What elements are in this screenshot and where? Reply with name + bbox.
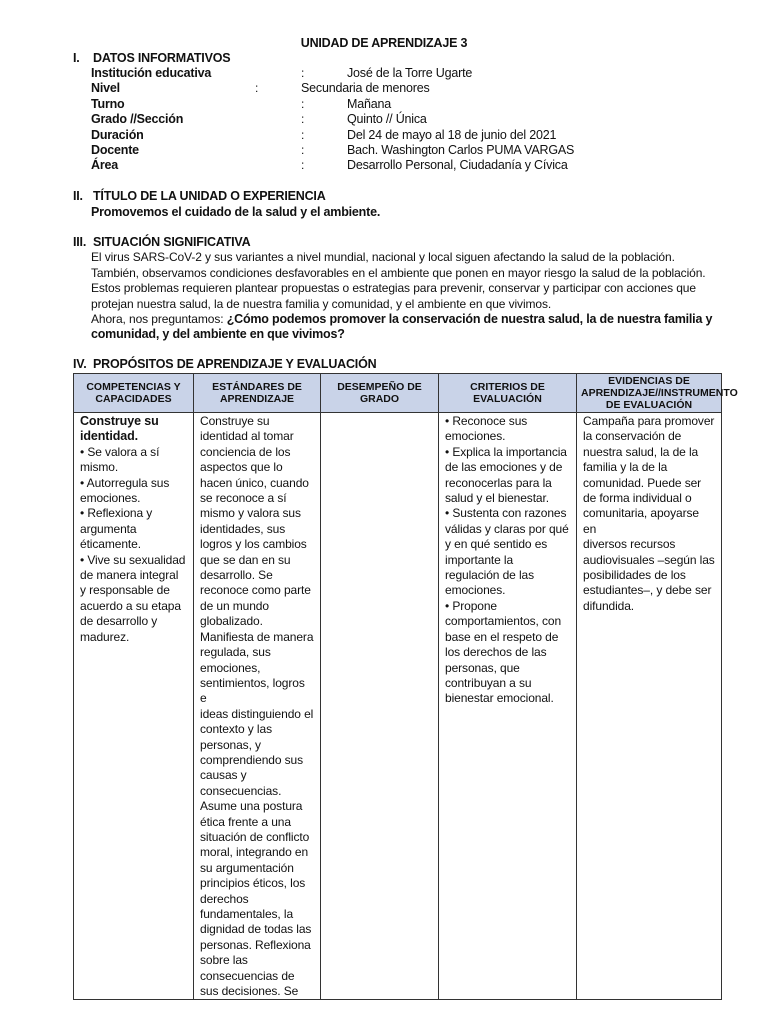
- info-row-duracion: [91, 128, 711, 144]
- info-row-grado: [91, 112, 711, 128]
- section-2-title: TÍTULO DE LA UNIDAD O EXPERIENCIA: [93, 189, 326, 203]
- situation-line: También, observamos condiciones desfavorables en el ambiente que ponen en mayor riesgo la salud de la población.: [91, 266, 706, 280]
- section-3-number: III.: [73, 235, 87, 249]
- competency-line: • Se valora a sí: [80, 444, 160, 459]
- standard-line: identidad al tomar: [200, 429, 294, 444]
- criteria-line: • Propone: [445, 598, 498, 613]
- criteria-line: • Sustenta con razones: [445, 506, 567, 521]
- header-desempeno: DESEMPEÑO DE GRADO: [321, 374, 439, 413]
- unit-title-text: Promovemos el cuidado de la salud y el ambiente.: [91, 205, 381, 219]
- info-label: Grado //Sección: [91, 112, 184, 126]
- info-row-nivel: [91, 81, 711, 97]
- evidence-line: posibilidades de los: [583, 568, 686, 583]
- standard-line: globalizado.: [200, 614, 263, 629]
- criteria-line: comportamientos, con: [445, 614, 562, 629]
- table-header-row: [74, 374, 722, 413]
- header-evidencias: EVIDENCIAS DE APRENDIZAJE//INSTRUMENTO DE EVALUACIÓN: [577, 374, 722, 413]
- standard-line: conciencia de los: [200, 444, 291, 459]
- evidence-line: comunidad. Puede ser: [583, 475, 702, 490]
- situation-line: Estos problemas requieren plantear propuestas o estrategias para prevenir, conservar y participar con acciones que: [91, 281, 696, 295]
- competency-line: • Vive su sexualidad: [80, 552, 186, 567]
- criteria-line: reconocerlas para la: [445, 475, 552, 490]
- cell-criterios: [439, 413, 577, 1000]
- competency-line: argumenta: [80, 521, 137, 536]
- criteria-line: emociones.: [445, 429, 506, 444]
- cell-evidencias: [577, 413, 722, 1000]
- section-3-title: SITUACIÓN SIGNIFICATIVA: [93, 235, 251, 249]
- standard-lines: [200, 414, 314, 999]
- standard-line: su argumentación: [200, 860, 294, 875]
- evidence-line: familia y la de la: [583, 460, 668, 475]
- competency-line: emociones.: [80, 491, 141, 506]
- situation-line: El virus SARS-CoV-2 y sus variantes a nivel mundial, nacional y local siguen afectando la salud de la población.: [91, 250, 675, 264]
- cell-estandares: [194, 413, 321, 1000]
- info-colon: :: [301, 143, 305, 157]
- criteria-line: de las emociones y de: [445, 460, 563, 475]
- info-label: Docente: [91, 143, 139, 157]
- standard-line: aspectos que lo: [200, 460, 283, 475]
- criteria-line: contribuyan a su: [445, 675, 532, 690]
- criteria-line: emociones.: [445, 583, 506, 598]
- evidence-line: diversos recursos: [583, 537, 676, 552]
- purposes-table: [73, 373, 738, 1000]
- section-1-number: I.: [73, 51, 80, 65]
- info-colon: :: [301, 128, 305, 142]
- standard-line: identidades, sus: [200, 521, 286, 536]
- standard-line: sus decisiones. Se: [200, 984, 299, 999]
- standard-line: consecuencias de: [200, 968, 295, 983]
- info-value: Desarrollo Personal, Ciudadanía y Cívica: [347, 158, 568, 172]
- competency-line: de manera integral: [80, 568, 179, 583]
- competency-title-line: Construye su: [80, 414, 159, 428]
- info-row-docente: [91, 143, 711, 159]
- standard-line: ética frente a una: [200, 814, 291, 829]
- info-colon: :: [301, 112, 305, 126]
- criteria-line: • Explica la importancia: [445, 444, 567, 459]
- standard-line: hacen único, cuando: [200, 475, 309, 490]
- standard-line: emociones,: [200, 660, 261, 675]
- info-value: José de la Torre Ugarte: [347, 66, 473, 80]
- info-value: Bach. Washington Carlos PUMA VARGAS: [347, 143, 575, 157]
- header-estandares: ESTÁNDARES DE APRENDIZAJE: [194, 374, 321, 413]
- info-colon: :: [255, 81, 259, 95]
- standard-line: logros y los cambios: [200, 537, 307, 552]
- standard-line: causas y: [200, 768, 247, 783]
- competency-line: mismo.: [80, 460, 119, 475]
- evidence-line: Campaña para promover: [583, 414, 715, 428]
- evidence-line: de forma individual o: [583, 491, 692, 506]
- standard-line: desarrollo. Se: [200, 568, 273, 583]
- standard-line: Manifiesta de manera: [200, 629, 314, 644]
- competency-line: y responsable de: [80, 583, 170, 598]
- competency-lines: [80, 445, 187, 645]
- situation-line: protejan nuestra salud, la de nuestra familia y comunidad, y el ambiente en que vivimos.: [91, 297, 552, 311]
- section-3-heading: [73, 235, 250, 249]
- standard-line: contexto y las: [200, 722, 272, 737]
- criteria-line: base en el respeto de: [445, 629, 559, 644]
- info-colon: :: [301, 66, 305, 80]
- evidence-lines: [583, 414, 715, 614]
- section-4-number: IV.: [73, 357, 87, 371]
- criteria-lines: [445, 414, 570, 707]
- header-criterios: CRITERIOS DE EVALUACIÓN: [439, 374, 577, 413]
- standard-line: se reconoce a sí: [200, 491, 287, 506]
- standard-line: fundamentales, la: [200, 907, 294, 921]
- standard-line: personas. Reflexiona: [200, 937, 311, 952]
- cell-desempeno: [321, 413, 439, 1000]
- section-1-heading: [73, 51, 230, 65]
- competency-line: • Autorregula sus: [80, 475, 170, 490]
- criteria-line: salud y el bienestar.: [445, 491, 549, 506]
- section-4-heading: [73, 357, 376, 371]
- standard-line: sobre las: [200, 953, 248, 968]
- section-1-title: DATOS INFORMATIVOS: [93, 51, 231, 65]
- standard-line: principios éticos, los: [200, 876, 306, 891]
- standard-line: ideas distinguiendo el: [200, 706, 314, 721]
- criteria-line: personas, que: [445, 660, 520, 675]
- situation-question-line: [91, 312, 712, 326]
- question-intro: Ahora, nos preguntamos:: [91, 312, 227, 326]
- standard-line: reconoce como parte: [200, 583, 311, 598]
- evidence-line: comunitaria, apoyarse en: [583, 506, 699, 536]
- standard-line: consecuencias.: [200, 783, 282, 798]
- competency-line: de desarrollo y: [80, 614, 158, 629]
- competency-line: acuerdo a su etapa: [80, 598, 181, 613]
- standard-line: comprendiendo sus: [200, 752, 304, 767]
- criteria-line: y en qué sentido es: [445, 537, 548, 552]
- standard-line: dignidad de todas las: [200, 922, 312, 937]
- standard-line: moral, integrando en: [200, 845, 309, 860]
- standard-line: de un mundo: [200, 598, 269, 613]
- section-2-number: II.: [73, 189, 83, 203]
- standard-line: regulada, sus: [200, 645, 271, 660]
- question-text: ¿Cómo podemos promover la conservación de nuestra salud, la de nuestra familia y: [226, 312, 713, 326]
- info-colon: :: [301, 158, 305, 172]
- standard-line: que se dan en su: [200, 552, 291, 567]
- section-2-heading: [73, 189, 326, 203]
- section-4-title: PROPÓSITOS DE APRENDIZAJE Y EVALUACIÓN: [93, 357, 377, 371]
- info-row-institucion: [91, 66, 711, 82]
- cell-competencias: [74, 413, 194, 1000]
- standard-line: sentimientos, logros e: [200, 675, 305, 706]
- criteria-line: importante la: [445, 552, 514, 567]
- criteria-line: bienestar emocional.: [445, 691, 554, 706]
- info-value: Del 24 de mayo al 18 de junio del 2021: [347, 128, 557, 142]
- standard-line: Construye su: [200, 414, 270, 428]
- info-colon: :: [301, 97, 305, 111]
- criteria-line: regulación de las: [445, 568, 535, 583]
- info-value: Mañana: [347, 97, 391, 111]
- criteria-line: válidas y claras por qué: [445, 521, 569, 536]
- standard-line: Asume una postura: [200, 799, 303, 814]
- info-label: Institución educativa: [91, 66, 212, 80]
- info-label: Duración: [91, 128, 144, 142]
- info-row-area: [91, 158, 711, 174]
- info-label: Turno: [91, 97, 125, 111]
- competency-line: éticamente.: [80, 537, 141, 552]
- document-title: UNIDAD DE APRENDIZAJE 3: [300, 36, 468, 50]
- info-value: Quinto // Única: [347, 112, 427, 126]
- standard-line: derechos: [200, 891, 249, 906]
- competency-line: • Reflexiona y: [80, 506, 153, 521]
- evidence-line: nuestra salud, la de la: [583, 444, 699, 459]
- info-row-turno: [91, 97, 711, 113]
- info-label: Área: [91, 158, 118, 172]
- competency-line: madurez.: [80, 629, 130, 644]
- criteria-line: • Reconoce sus: [445, 414, 528, 428]
- evidence-line: difundida.: [583, 598, 635, 613]
- evidence-line: audiovisuales –según las: [583, 552, 715, 567]
- header-competencias: COMPETENCIAS Y CAPACIDADES: [74, 374, 194, 413]
- competency-title-line: identidad.: [80, 429, 139, 444]
- table-row: [74, 413, 722, 1000]
- standard-line: situación de conflicto: [200, 829, 310, 844]
- info-value: Secundaria de menores: [301, 81, 430, 95]
- situation-question-line-2: comunidad, y del ambiente en que vivimos?: [91, 327, 345, 341]
- standard-line: mismo y valora sus: [200, 506, 301, 521]
- standard-line: personas, y: [200, 737, 261, 752]
- criteria-line: los derechos de las: [445, 645, 547, 660]
- evidence-line: estudiantes–, y debe ser: [583, 583, 712, 598]
- info-label: Nivel: [91, 81, 120, 95]
- evidence-line: la conservación de: [583, 429, 682, 444]
